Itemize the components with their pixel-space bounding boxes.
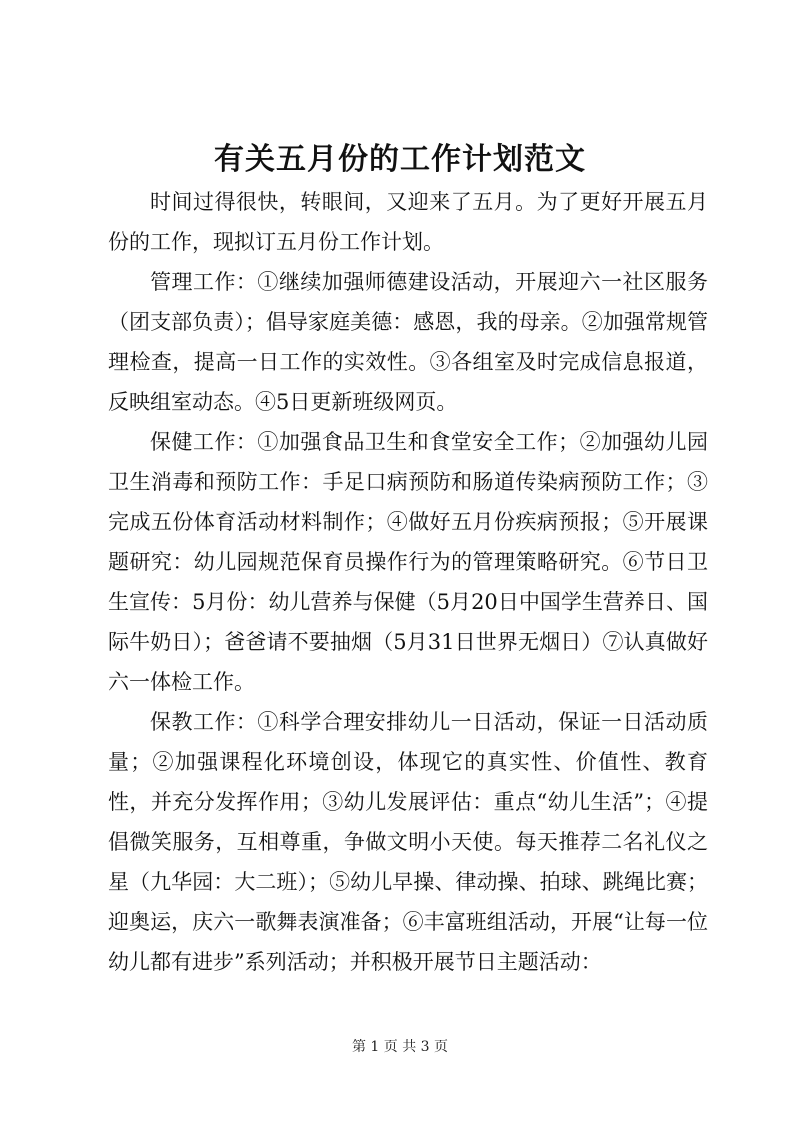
management-paragraph: 管理工作：①继续加强师德建设活动，开展迎六一社区服务（团支部负责）；倡导家庭美德：感恩，我的母亲。②加强常规管理检查，提高一日工作的实效性。③各组室及时完成信息报道，反映组室动态。④5日更新班级网页。 — [108, 270, 708, 414]
health-paragraph: 保健工作：①加强食品卫生和食堂安全工作；②加强幼儿园卫生消毒和预防工作：手足口病预防和肠道传染病预防工作；③完成五份体育活动材料制作；④做好五月份疾病预报；⑤开展课题研究：幼儿园规范保育员操作行为的管理策略研究。⑥节日卫生宣传：5月份：幼儿营养与保健（5月20日中国学生营养日、国际牛奶日）；爸爸请不要抽烟（5月31日世界无烟日）⑦认真做好六一体检工作。 — [108, 430, 708, 694]
document-body — [108, 182, 708, 982]
page-footer: 第 1 页 共 3 页 — [351, 1039, 449, 1055]
intro-paragraph: 时间过得很快，转眼间，又迎来了五月。为了更好开展五月份的工作，现拟订五月份工作计划。 — [108, 190, 708, 254]
document-title: 有关五月份的工作计划范文 — [214, 142, 586, 177]
education-paragraph: 保教工作：①科学合理安排幼儿一日活动，保证一日活动质量；②加强课程化环境创设，体现它的真实性、价值性、教育性，并充分发挥作用；③幼儿发展评估：重点“幼儿生活”；④提倡微笑服务，互相尊重，争做文明小天使。每天推荐二名礼仪之星（九华园：大二班）；⑤幼儿早操、律动操、拍球、跳绳比赛；迎奥运，庆六一歌舞表演准备；⑥丰富班组活动，开展“让每一位幼儿都有进步”系列活动；并积极开展节日主题活动： — [108, 710, 708, 974]
